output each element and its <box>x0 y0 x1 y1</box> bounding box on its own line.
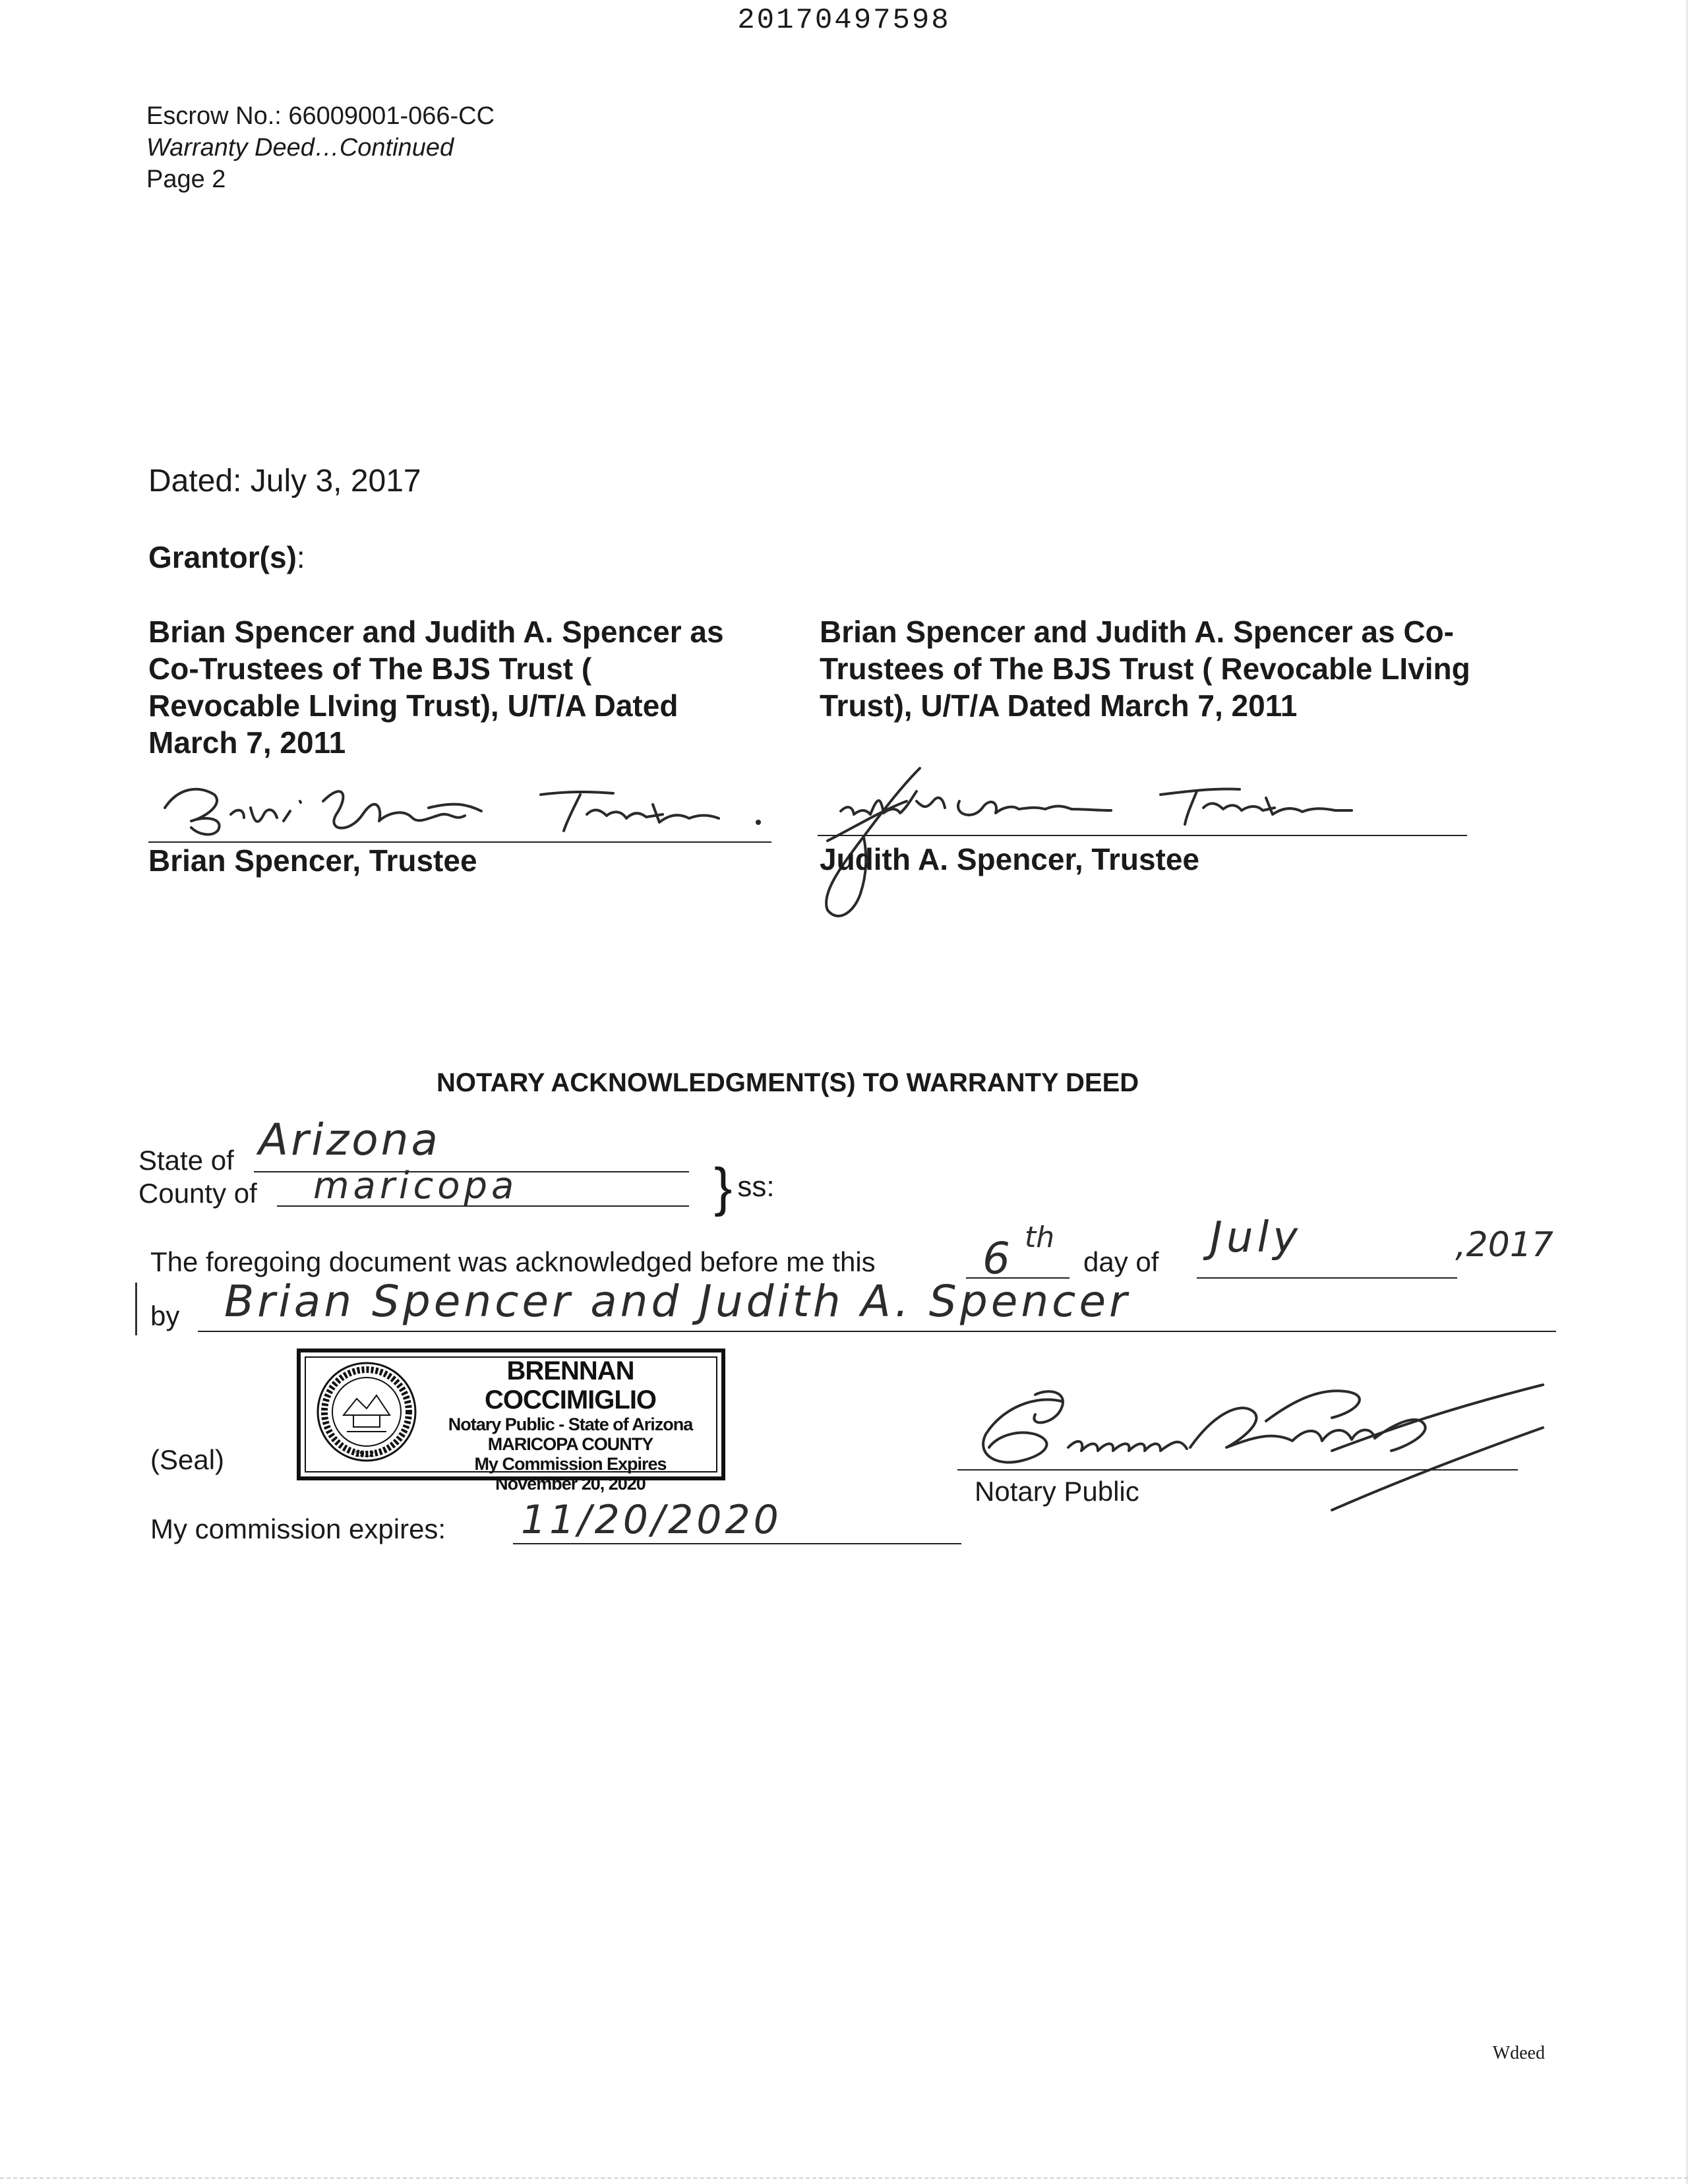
grantor-entity-left: Brian Spencer and Judith A. Spencer as Co-Trustees of The BJS Trust ( Revocable LIving Trust), U/T/A Dated March 7, 2011 <box>148 615 724 760</box>
by-label: by <box>150 1300 180 1331</box>
stamp-line-notary: Notary Public - State of Arizona <box>448 1414 693 1434</box>
seal-label: (Seal) <box>150 1444 225 1475</box>
notary-stamp <box>297 1349 725 1494</box>
judith-signer-name: Judith A. Spencer, Trustee <box>820 842 1200 876</box>
escrow-number: Escrow No.: 66009001-066-CC <box>146 102 495 130</box>
stamp-line-expires: My Commission Expires <box>474 1454 667 1474</box>
commission-line <box>513 1543 961 1544</box>
margin-tick <box>135 1283 137 1335</box>
recording-number: 20170497598 <box>737 4 951 37</box>
arizona-state-seal-icon <box>314 1359 419 1468</box>
stamp-text <box>426 1356 715 1494</box>
state-label: State of <box>138 1145 234 1176</box>
ss-text: ss: <box>737 1170 775 1203</box>
notary-heading: NOTARY ACKNOWLEDGMENT(S) TO WARRANTY DEED <box>437 1068 1139 1097</box>
notary-signature-line <box>957 1469 1518 1471</box>
commission-label: My commission expires: <box>150 1513 446 1544</box>
document-continued-label: Warranty Deed…Continued <box>146 134 454 162</box>
scan-bottom-edge <box>0 2177 1688 2179</box>
commission-value: 11/20/2020 <box>521 1497 782 1543</box>
grantor-entity-right: Brian Spencer and Judith A. Spencer as Co-Trustees of The BJS Trust ( Revocable LIving Trust), U/T/A Dated March 7, 2011 <box>820 615 1470 723</box>
county-value: maricopa <box>313 1165 518 1207</box>
year-value: ,2017 <box>1455 1225 1553 1265</box>
brian-spencer-signature <box>152 768 785 847</box>
notary-public-label: Notary Public <box>975 1476 1139 1507</box>
county-label: County of <box>138 1178 257 1209</box>
state-value: Arizona <box>258 1114 440 1165</box>
stamp-line-county: MARICOPA COUNTY <box>487 1434 653 1454</box>
by-value: Brian Spencer and Judith A. Spencer <box>224 1276 1131 1327</box>
stamp-name: BRENNAN COCCIMIGLIO <box>484 1356 657 1414</box>
stamp-line-date: November 20, 2020 <box>495 1474 646 1494</box>
brian-signer-name: Brian Spencer, Trustee <box>148 843 477 878</box>
grantor-label: Grantor(s) <box>148 540 297 574</box>
page-label: Page 2 <box>146 166 226 193</box>
county-line <box>277 1205 689 1207</box>
judith-signature-line <box>818 835 1467 836</box>
brace-icon: } <box>714 1157 733 1217</box>
ss-label <box>714 1147 775 1217</box>
seal-year: 1912 <box>355 1449 374 1459</box>
foregoing-text: The foregoing document was acknowledged before me this <box>150 1246 876 1277</box>
grantor-heading <box>148 539 305 575</box>
day-value: 6 th <box>982 1221 1055 1284</box>
day-of-label: day of <box>1083 1246 1159 1277</box>
grantor-colon: : <box>296 540 305 574</box>
month-value: July <box>1210 1213 1302 1262</box>
form-code: Wdeed <box>1492 2043 1545 2063</box>
dated-line: Dated: July 3, 2017 <box>148 464 421 499</box>
month-line <box>1197 1277 1457 1279</box>
by-line <box>198 1331 1556 1332</box>
